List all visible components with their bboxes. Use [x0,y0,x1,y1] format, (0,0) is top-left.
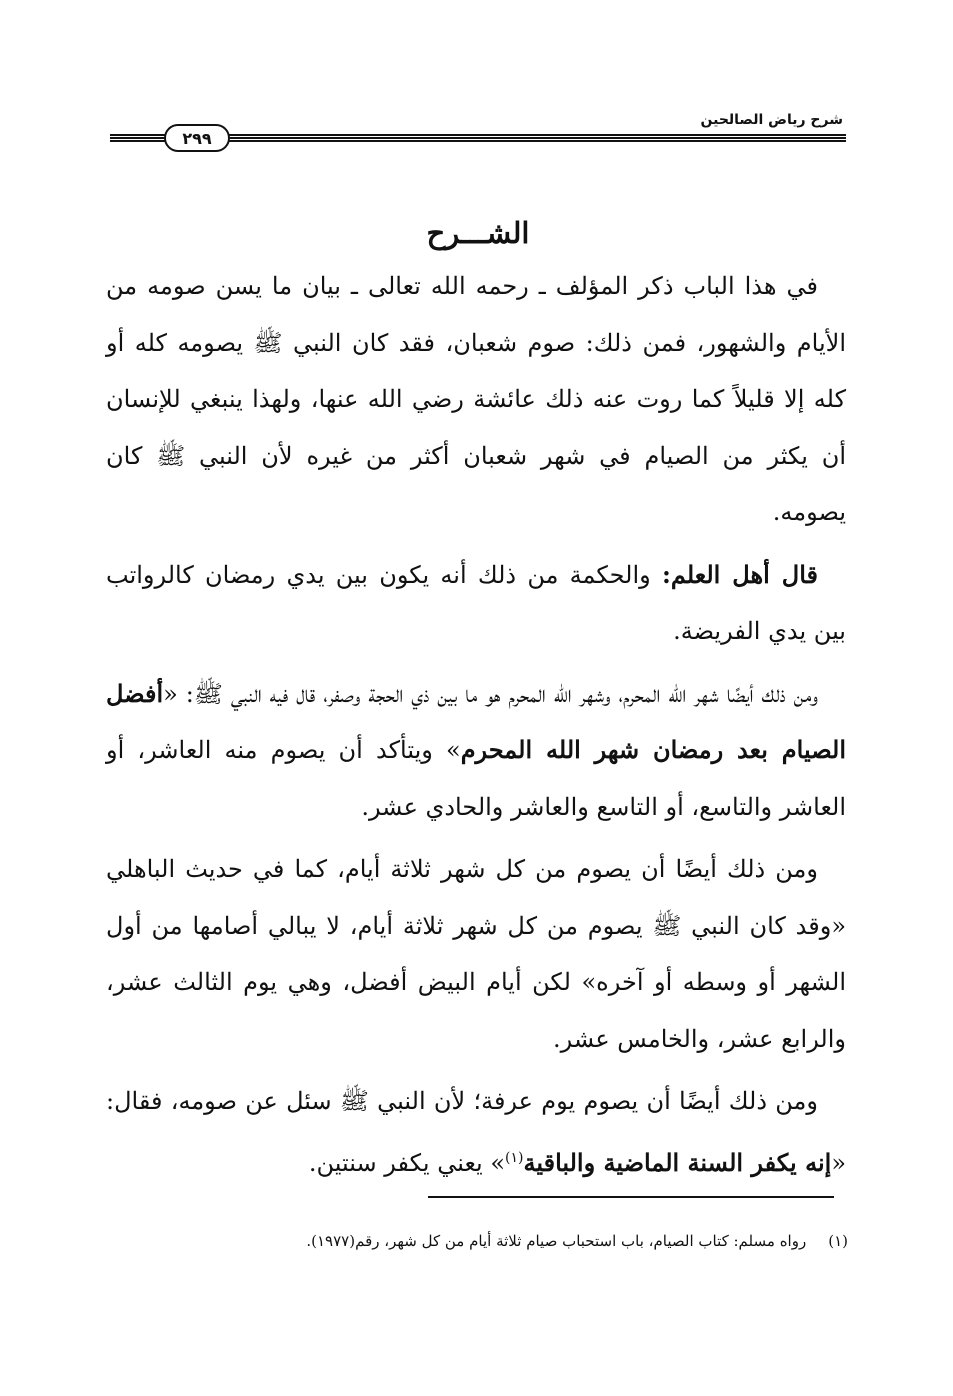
footnote [108,1232,848,1250]
footnote-marker: (١) [505,1149,524,1166]
paragraph-2 [106,547,846,660]
paragraph-1 [106,258,846,541]
paragraph-3 [106,666,846,836]
paragraph-1-text: في هذا الباب ذكر المؤلف ـ رحمه الله تعالى ـ بيان ما يسن صومه من الأيام والشهور، فمن ذلك: صوم شعبان، فقد كان النبي ﷺ يصومه كله أو كله إلا قليلاً كما روت عنه ذلك عائشة رضي الله عنها، ولهذا ينبغي للإنسان أن يكثر من الصيام في شهر شعبان أكثر من غيره لأن النبي ﷺ كان يصومه. [106,272,846,526]
paragraph-2-bold: قال أهل العلم: [662,559,818,589]
paragraph-3-text-a: ومن ذلك أيضًا شهر الله المحرم، وشهر الله المحرم هو ما بين ذي الحجة وصفر، قال فيه النبي ﷺ: « [163,679,818,708]
paragraph-5-hadith: إنه يكفر السنة الماضية والباقية [523,1147,832,1177]
footnote-number: (١) [828,1232,848,1250]
paragraph-2-text: والحكمة من ذلك أنه يكون بين يدي رمضان كالرواتب بين يدي الفريضة. [106,560,846,645]
paragraph-5 [106,1073,846,1191]
paragraph-5-text-b: » يعني يكفر سنتين. [308,1148,506,1177]
footnote-text: رواه مسلم: كتاب الصيام، باب استحباب صيام ثلاثة أيام من كل شهر، رقم(١٩٧٧). [306,1232,807,1250]
footnote-divider [428,1196,834,1198]
paragraph-3-hadith: أفضل الصيام بعد رمضان شهر الله المحرم [106,678,846,764]
paragraph-4 [106,841,846,1067]
body-text [106,258,846,1197]
header-rule-left [110,134,166,142]
paragraph-4-text: ومن ذلك أيضًا أن يصوم من كل شهر ثلاثة أيام، كما في حديث الباهلي «وقد كان النبي ﷺ يصوم من كل شهر ثلاثة أيام، لا يبالي أصامها من أول الشهر أو وسطه أو آخره» لكن أيام البيض أفضل، وهي يوم الثالث عشر، والرابع عشر، والخامس عشر. [106,855,846,1053]
page-number: ٢٩٩ [164,124,230,152]
running-header-title: شرح رياض الصالحين [700,112,843,128]
header-rule-right [228,134,846,142]
paragraph-5-text-a: ومن ذلك أيضًا أن يصوم يوم عرفة؛ لأن النبي ﷺ سئل عن صومه، فقال: « [106,1087,846,1177]
paragraph-3-text-b: » ويتأكد أن يصوم منه العاشر، أو العاشر والتاسع، أو التاسع والعاشر والحادي عشر. [106,736,846,821]
section-title: الشـــرح [426,216,530,250]
